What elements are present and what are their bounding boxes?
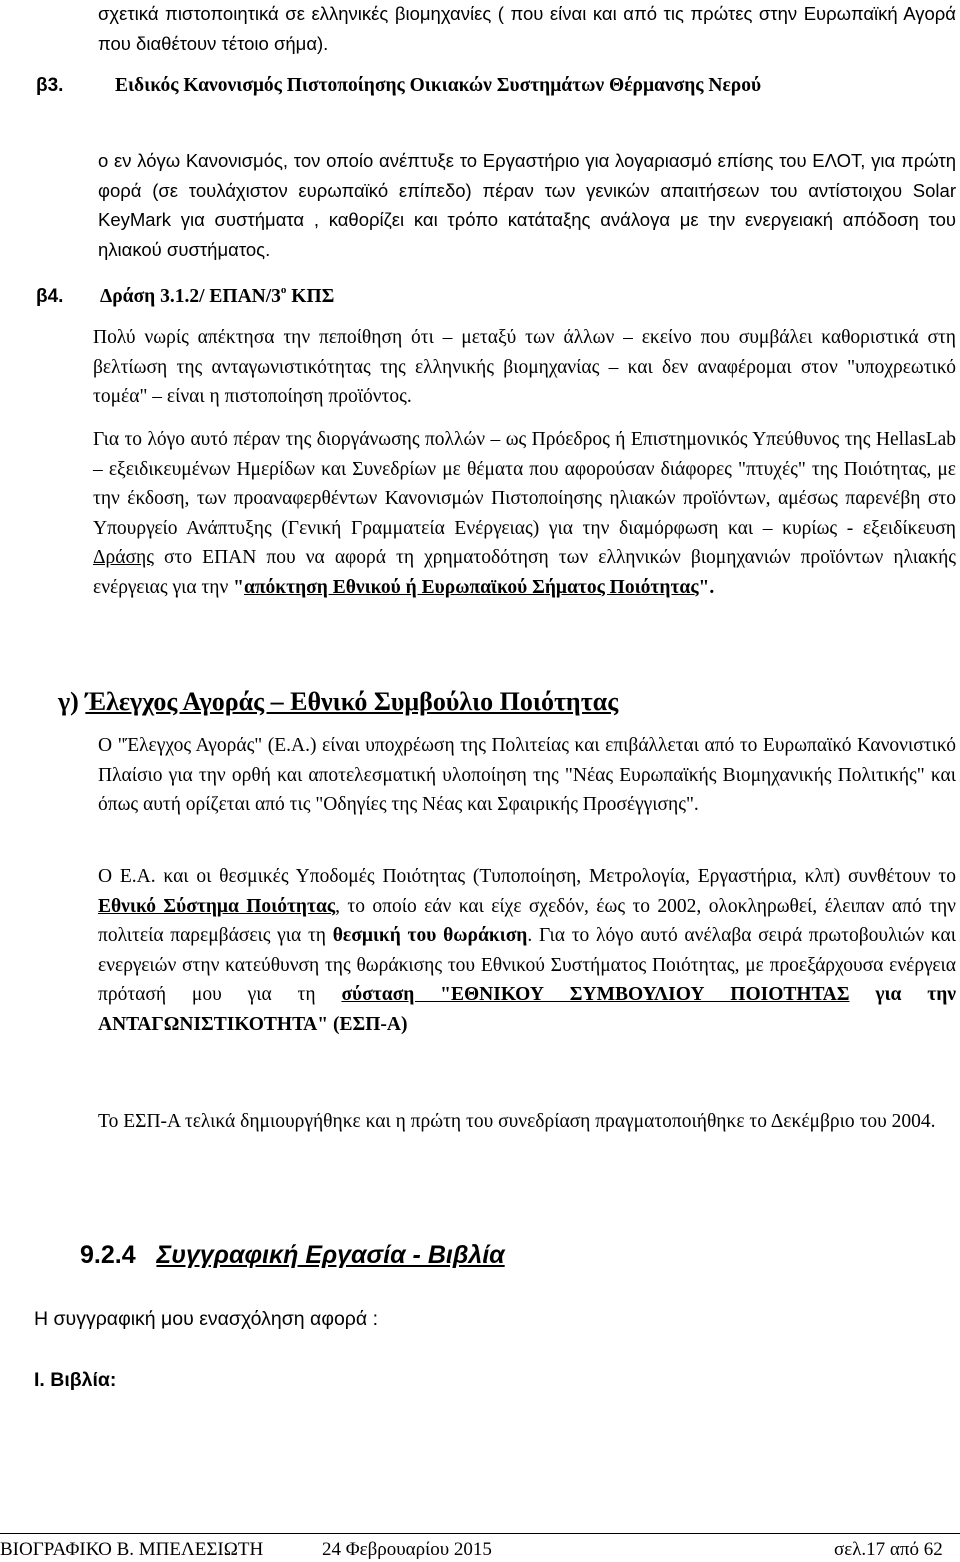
section-title: Συγγραφική Εργασία - Βιβλία	[156, 1241, 505, 1269]
section-prefix: γ)	[58, 687, 86, 716]
text-run: , το οποίο εάν και είχε σχεδόν, έως το 2002, ολοκληρωθεί, έλειπαν από την πολιτεία παρεμβάσεις για τη	[98, 895, 956, 946]
section-g-paragraph-3: Το ΕΣΠ-Α τελικά δημιουργήθηκε και η πρώτη του συνεδρίαση πραγματοποιήθηκε το Δεκέμβριο του 2004.	[98, 1111, 936, 1132]
bold-underlined-run: απόκτηση Εθνικού ή Ευρωπαϊκού Σήματος Ποιότητας	[243, 576, 699, 598]
text-run: Ο Ε.Α. και οι θεσμικές Υποδομές Ποιότητας (Τυποποίηση, Μετρολογία, Εργαστήρια, κλπ) συνθέτουν το	[98, 866, 956, 887]
item-heading-b4	[100, 282, 334, 311]
footer-divider	[0, 1533, 960, 1534]
item-heading-b3: Ειδικός Κανονισμός Πιστοποίησης Οικιακών Συστημάτων Θέρμανσης Νερού	[115, 75, 762, 96]
item-text-b3: ο εν λόγω Κανονισμός, τον οποίο ανέπτυξε το Εργαστήριο για λογαριασμό επίσης του ΕΛΟΤ, για πρώτη φορά (σε τουλάχιστον ευρωπαϊκό επίπεδο) πέραν των γενικών απαιτήσεων του αντίστοιχου Solar KeyMark για συστήματα , καθορίζει και τρόπο κατάταξης ανάλογα με την ενεργειακή απόδοση του ηλιακού συστήματος.	[98, 150, 956, 260]
item-marker-b4: β4.	[36, 286, 64, 307]
section-g-paragraph-2	[98, 862, 956, 1039]
text-run: Για το λόγο αυτό πέραν της διοργάνωσης πολλών – ως Πρόεδρος ή Επιστημονικός Υπεύθυνος της HellasLab – εξειδικευμένων Ημερίδων και Συνεδρίων με θέματα που αφορούσαν διάφορες "πτυχές" της Ποιότητας, με την έκδοση, των προαναφερθέντων Κανονισμών Πιστοποίησης ηλιακών προϊόντων, αμέσως παρενέβη στο Υπουργείο Ανάπτυξης (Γενική Γραμματεία Ενέργειας) για την διαμόρφωση και – κυρίως - εξειδίκευση	[93, 429, 956, 539]
text-run: στο ΕΠΑΝ που να αφορά τη χρηματοδότηση των ελληνικών βιομηχανιών προϊόντων ηλιακής ενέργειας για την	[93, 547, 956, 598]
bold-run: θεσμική του θωράκιση	[332, 925, 528, 946]
item-marker-b3: β3.	[36, 75, 64, 96]
footer-title: ΒΙΟΓΡΑΦΙΚΟ Β. ΜΠΕΛΕΣΙΩΤΗ	[0, 1539, 264, 1560]
heading-b4-sup: ο	[280, 284, 287, 296]
footer-page-number: σελ.17 από 62	[834, 1539, 943, 1560]
text-run: . Για το λόγο αυτό ανέλαβα σειρά πρωτοβουλιών και ενεργειών στην κατεύθυνση της θωράκισης του Εθνικού Συστήματος Ποιότητας, με προεξάρχουσα ενέργεια πρότασή μου για τη	[98, 925, 957, 1005]
bold-underlined-run: Εθνικό Σύστημα Ποιότητας	[98, 895, 336, 917]
item-paragraph-b4-2	[93, 425, 956, 602]
continuation-paragraph: σχετικά πιστοποιητικά σε ελληνικές βιομηχανίες ( που είναι και από τις πρώτες στην Ευρωπαϊκή Αγορά που διαθέτουν τέτοιο σήμα).	[98, 3, 956, 54]
bold-run: για την ΑΝΤΑΓΩΝΙΣΤΙΚΟΤΗΤΑ" (ΕΣΠ-Α)	[98, 984, 957, 1035]
heading-b4-end: ΚΠΣ	[286, 286, 335, 307]
bold-underlined-run: σύσταση "ΕΘΝΙΚΟΥ ΣΥΜΒΟΥΛΙΟΥ ΠΟΙΟΤΗΤΑΣ	[341, 984, 850, 1005]
bold-run: ".	[698, 576, 715, 598]
section-title: Έλεγχος Αγοράς – Εθνικό Συμβούλιο Ποιότητας	[85, 687, 619, 716]
section-heading-924	[80, 1238, 940, 1272]
intro-line: Η συγγραφική μου ενασχόληση αφορά :	[34, 1308, 379, 1330]
footer-date: 24 Φεβρουαρίου 2015	[322, 1539, 492, 1560]
heading-b4-main: Δράση 3.1.2/ ΕΠΑΝ/3	[100, 286, 281, 307]
item-paragraph-b4-1: Πολύ νωρίς απέκτησα την πεποίθηση ότι – μεταξύ των άλλων – εκείνο που συμβάλει καθοριστικά στη βελτίωση της ανταγωνιστικότητας της ελληνικής βιομηχανίας – και δεν αναφέρομαι στον "υποχρεωτικό τομέα" – είναι η πιστοποίηση προϊόντος.	[93, 327, 956, 407]
section-g-paragraph-1: Ο "Έλεγχος Αγοράς" (Ε.Α.) είναι υποχρέωση της Πολιτείας και επιβάλλεται από το Ευρωπαϊκό Κανονιστικό Πλαίσιο για την ορθή και αποτελεσματική υλοποίηση της "Νέας Ευρωπαϊκής Βιομηχανικής Πολιτικής" και όπως αυτή ορίζεται από τις "Οδηγίες της Νέας και Σφαιρικής Προσέγγισης".	[98, 735, 956, 815]
section-heading-g	[58, 685, 938, 719]
section-number: 9.2.4	[80, 1241, 136, 1269]
underlined-run: Δράσης	[93, 547, 154, 568]
bold-run: "	[233, 576, 244, 598]
books-heading: Ι. Βιβλία:	[34, 1369, 117, 1391]
